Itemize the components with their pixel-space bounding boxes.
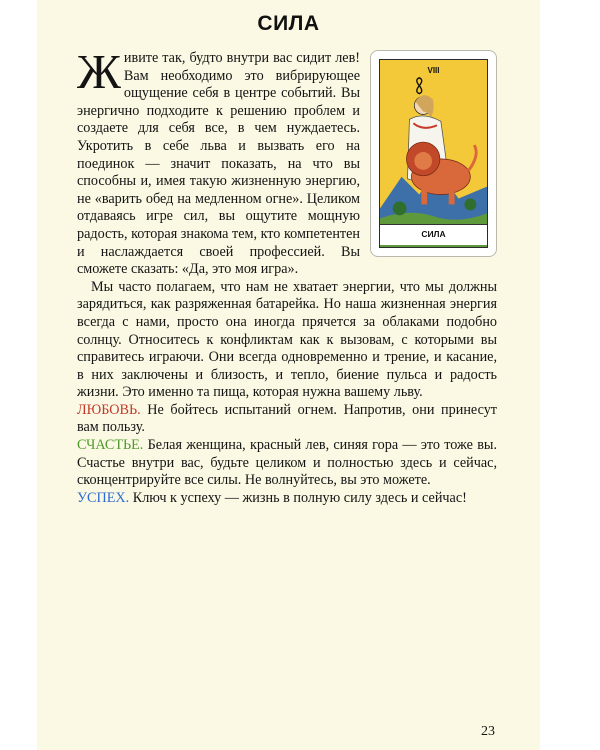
paragraph-energy: Мы часто полагаем, что нам не хватает энергии, что мы должны зарядиться, как разряженная батарейка. Но наша жизненная энергия всегда с нами, просто она иногда прячется за облаками подобно солнцу. Относитесь к конфликтам как к вызовам, с которыми вы справитесь играючи. Они всегда одновременно и трение, и касание, в них заключены и близость, и тепло, биение пульса и радость жизни. Это именно та пища, которая нужна вашему льву. [77, 278, 497, 401]
success-label: УСПЕХ. [77, 489, 130, 506]
tarot-card-illustration [379, 59, 488, 248]
section-success [77, 490, 497, 508]
happiness-text: Белая женщина, красный лев, синяя гора — это тоже вы. Счастье внутри вас, будьте целиком и полностью здесь и сейчас, сконцентрируйте все силы. Не волнуйтесь, вы это можете. [77, 437, 497, 489]
page-title: СИЛА [257, 12, 320, 35]
love-text: Не бойтесь испытаний огнем. Напротив, они принесут вам пользу. [77, 401, 497, 436]
tarot-card [370, 50, 497, 257]
body-text [77, 44, 497, 507]
card-numeral: VIII [427, 66, 440, 75]
strength-card-art-icon [380, 60, 487, 247]
page-number: 23 [481, 724, 495, 739]
happiness-label: СЧАСТЬЕ. [77, 437, 144, 454]
intro-text: ивите так, будто внутри вас сидит лев! Вам необходимо это вибрирующее ощущение себя в центре событий. Вы энергично подходите к решению проблем и создаете для себя все, в чем нуждаетесь. Укротить в себе льва и вызвать его на поединок — значит показать, на что вы способны и, имея такую жизненную энергию, не «варить обед на медленном огне». Целиком отдаваясь игре сил, вы ощутите мощную радость, которая знакома тем, кто компетентен и наслаждается своей профессией. Вы сможете сказать: «Да, это моя игра». [77, 50, 360, 278]
love-label: ЛЮБОВЬ. [77, 401, 141, 418]
section-happiness [77, 437, 497, 490]
section-love [77, 402, 497, 437]
success-text: Ключ к успеху — жизнь в полную силу здесь и сейчас! [129, 489, 467, 506]
book-page [37, 0, 540, 750]
drop-cap: Ж [77, 44, 121, 99]
card-name: СИЛА [380, 224, 487, 245]
